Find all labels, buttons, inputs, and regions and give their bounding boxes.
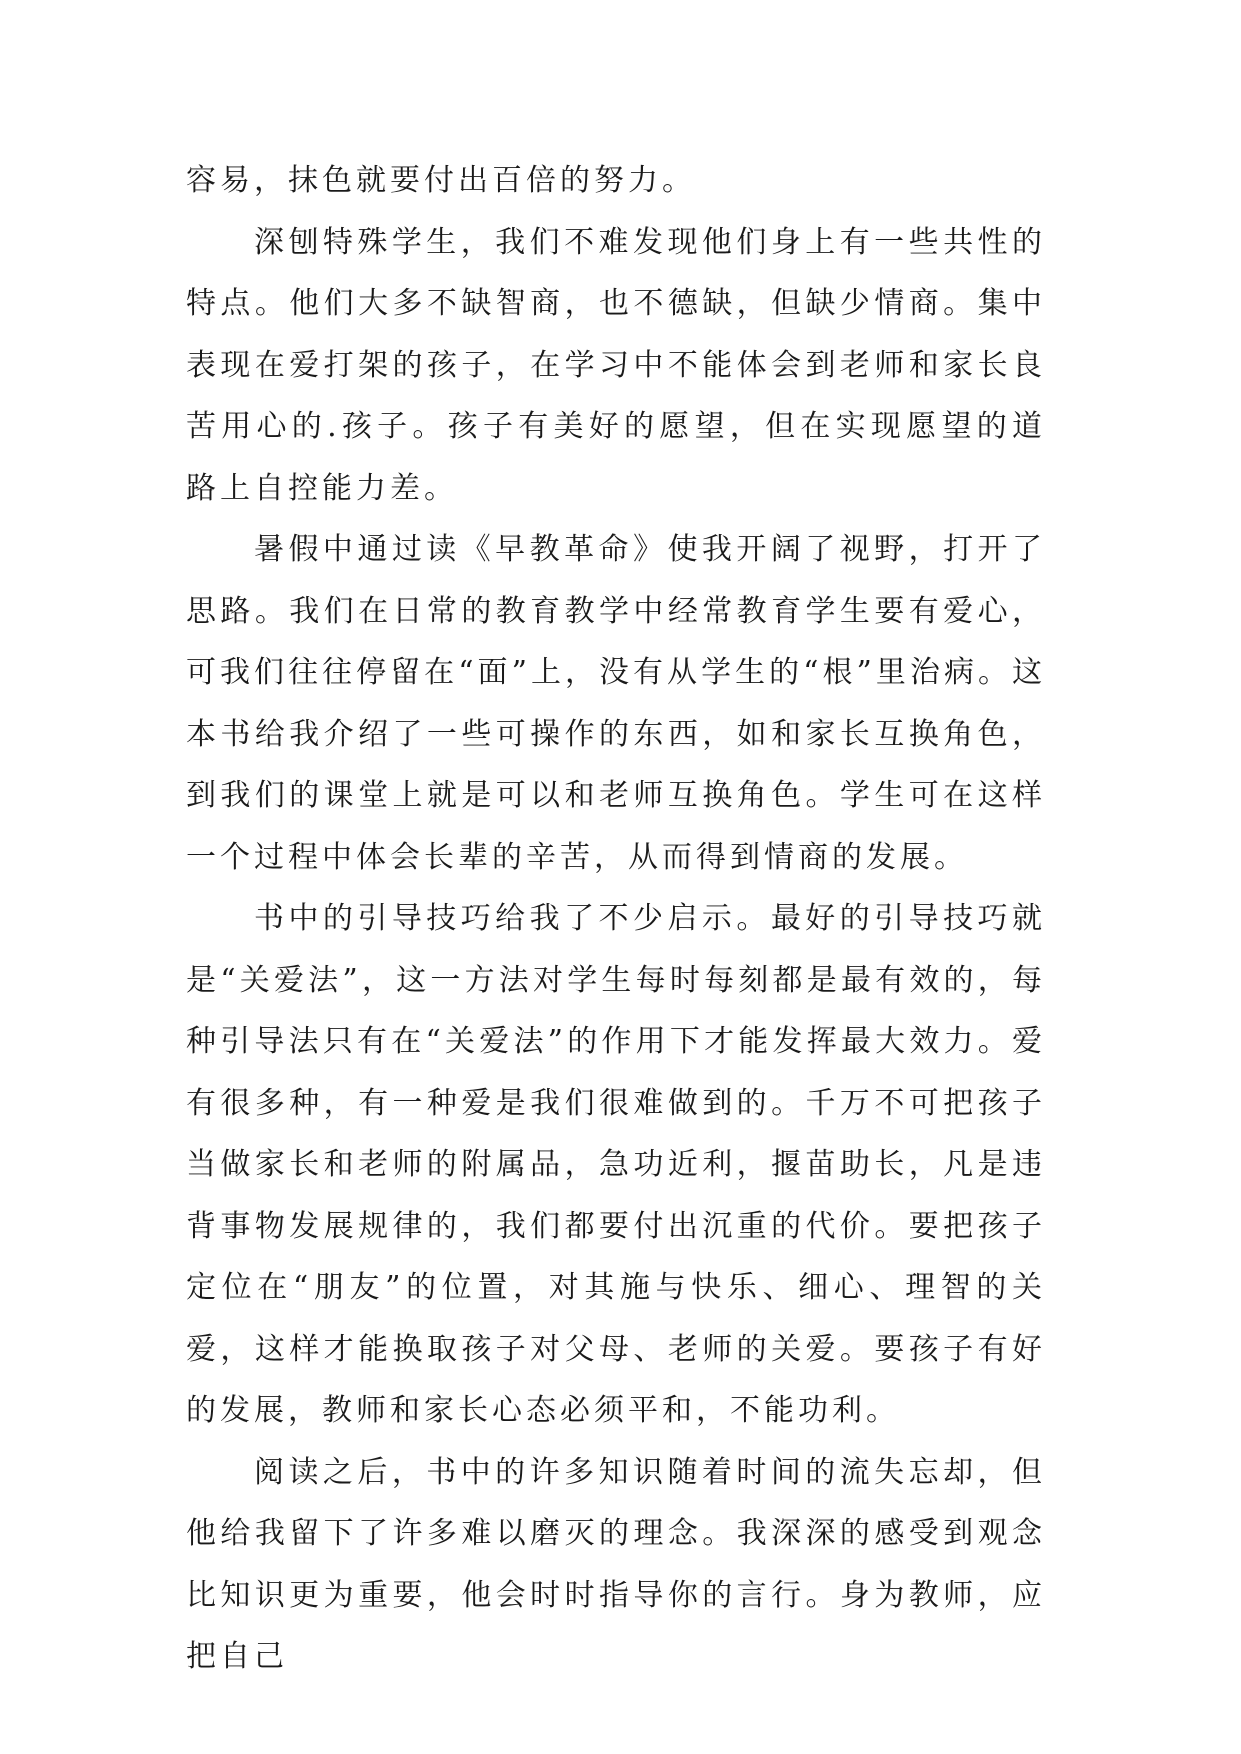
paragraph-special-students: 深刨特殊学生，我们不难发现他们身上有一些共性的特点。他们大多不缺智商，也不德缺，但缺少情商。集中表现在爱打架的孩子，在学习中不能体会到老师和家长良苦用心的.孩子。孩子有美好的愿望，但在实现愿望的道路上自控能力差。 xyxy=(186,224,1046,506)
paragraph-book-reading: 暑假中通过读《早教革命》使我开阔了视野，打开了思路。我们在日常的教育教学中经常教育学生要有爱心，可我们往往停留在“面”上，没有从学生的“根”里治病。这本书给我介绍了一些可操作的东西，如和家长互换角色，到我们的课堂上就是可以和老师互换角色。学生可在这样一个过程中体会长辈的辛苦，从而得到情商的发展。 xyxy=(186,532,1046,875)
document-body xyxy=(186,150,1046,1688)
paragraph-guidance-techniques: 书中的引导技巧给我了不少启示。最好的引导技巧就是“关爱法”，这一方法对学生每时每刻都是最有效的，每种引导法只有在“关爱法”的作用下才能发挥最大效力。爱有很多种，有一种爱是我们很难做到的。千万不可把孩子当做家长和老师的附属品，急功近利，揠苗助长，凡是违背事物发展规律的，我们都要付出沉重的代价。要把孩子定位在“朋友”的位置，对其施与快乐、细心、理智的关爱，这样才能换取孩子对父母、老师的关爱。要孩子有好的发展，教师和家长心态必须平和，不能功利。 xyxy=(186,901,1046,1428)
paragraph-after-reading: 阅读之后，书中的许多知识随着时间的流失忘却，但他给我留下了许多难以磨灭的理念。我深深的感受到观念比知识更为重要，他会时时指导你的言行。身为教师，应把自己 xyxy=(186,1454,1046,1674)
paragraph-continuation: 容易，抹色就要付出百倍的努力。 xyxy=(186,163,696,198)
